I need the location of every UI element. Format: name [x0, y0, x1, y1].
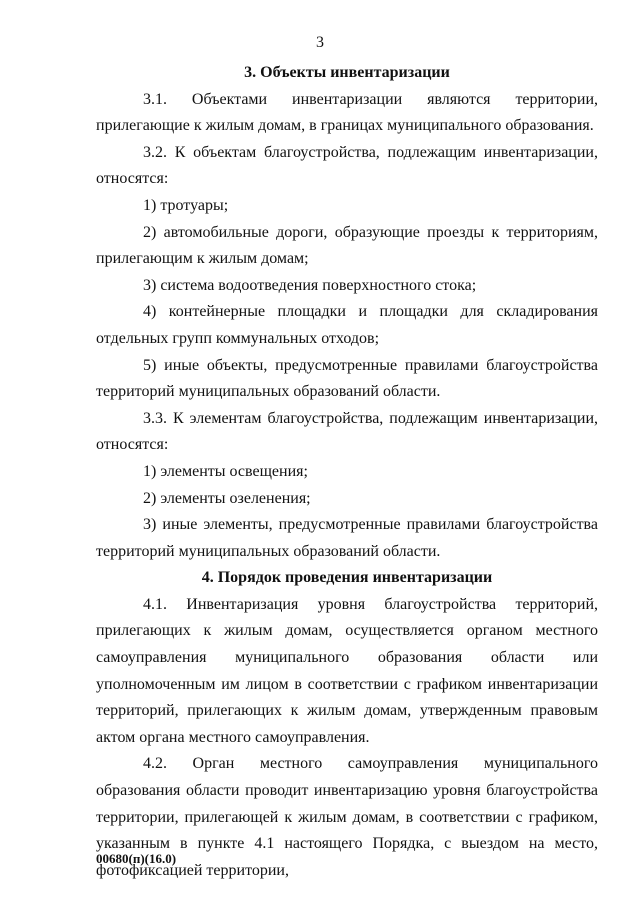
list-item-other-elements: 3) иные элементы, предусмотренные правилами благоустройства территорий муниципальных образований области. [96, 516, 598, 560]
paragraph-3-2: 3.2. К объектам благоустройства, подлежащим инвентаризации, относятся: [96, 143, 598, 188]
section-3-heading: 3. Объекты инвентаризации [244, 64, 450, 81]
paragraph-3-1: 3.1. Объектами инвентаризации являются территории, прилегающие к жилым домам, в границах муниципального образования. [96, 90, 598, 135]
list-item-other-objects: 5) иные объекты, предусмотренные правилами благоустройства территорий муниципальных образований области. [96, 356, 598, 401]
list-item-container-sites: 4) контейнерные площадки и площадки для складирования отдельных групп коммунальных отходов; [96, 303, 598, 347]
paragraph-4-2: 4.2. Орган местного самоуправления муниципального образования области проводит инвентаризацию уровня благоустройства территории, прилегающей к жилым домам, в соответствии с графиком, указанным в пункте 4.1 настоящего Порядка, с выездом на место, фотофиксацией территории, [96, 755, 598, 879]
paragraph-3-3: 3.3. К элементам благоустройства, подлежащим инвентаризации, относятся: [96, 409, 598, 454]
list-item-greenery: 2) элементы озеленения; [143, 489, 311, 507]
footer-document-code: 00680(п)(16.0) [96, 851, 177, 866]
list-item-roads: 2) автомобильные дороги, образующие проезды к территориям, прилегающим к жилым домам; [96, 223, 598, 268]
list-item-drainage: 3) система водоотведения поверхностного стока; [143, 276, 477, 294]
page-number: 3 [316, 34, 324, 51]
section-4-heading: 4. Порядок проведения инвентаризации [201, 569, 493, 587]
document-body [96, 60, 598, 884]
list-item-sidewalks: 1) тротуары; [143, 196, 229, 214]
list-item-lighting: 1) элементы освещения; [143, 462, 308, 480]
paragraph-4-1: 4.1. Инвентаризация уровня благоустройства территорий, прилегающих к жилым домам, осуществляется органом местного самоуправления муниципального образования области или уполномоченным им лицом в соответствии с графиком инвентаризации территорий, прилегающих к жилым домам, утвержденным правовым актом органа местного самоуправления. [96, 595, 598, 746]
